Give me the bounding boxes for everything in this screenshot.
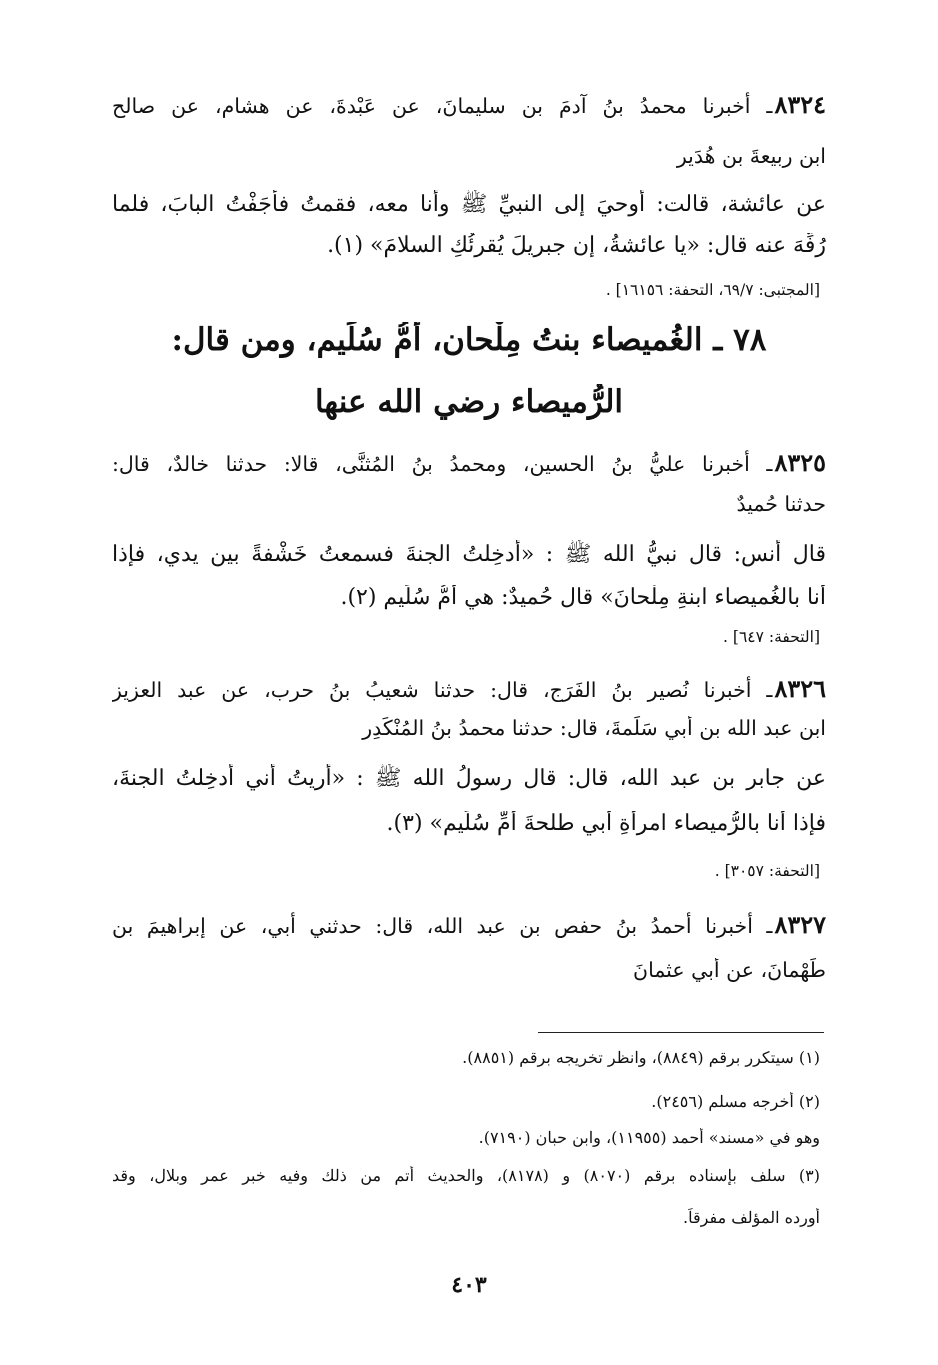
hadith-8324-isnad-line-1: ٨٣٢٤ـ أخبرنا محمدُ بنُ آدمَ بن سليمانَ، عن عَبْدةَ، عن هشام، عن صالح bbox=[112, 90, 826, 119]
hadith-number: ٨٣٢٥ bbox=[774, 448, 826, 477]
hadith-8326-matn-line-2: فإذا أنا بالرُّميصاء امرأةِ أبي طلحةَ أمِّ سُلَيم» (٣). bbox=[386, 811, 826, 836]
hadith-8324-reference: [المجتبى: ٦٩/٧، التحفة: ١٦١٥٦] . bbox=[605, 281, 820, 299]
hadith-8327-isnad-line-1: ٨٣٢٧ـ أخبرنا أحمدُ بنُ حفص بن عبد الله، قال: حدثني أبي، عن إبراهيمَ بن bbox=[112, 910, 826, 939]
footnote-3: (٣) سلف بإسناده برقم (٨٠٧٠) و (٨١٧٨)، والحديث أتم من ذلك وفيه خبر عمر وبلال، وقد bbox=[112, 1166, 820, 1185]
page-number: ٤٠٣ bbox=[451, 1272, 487, 1298]
hadith-8326-reference: [التحفة: ٣٠٥٧] . bbox=[714, 862, 820, 880]
hadith-8326-matn-line-1: عن جابر بن عبد الله، قال: قال رسولُ الله ﷺ : «أُريتُ أني أُدخِلتُ الجنةَ، bbox=[112, 766, 826, 791]
hadith-8324-matn-line-2: رُفِّهَ عنه قال: «يا عائشةُ، إن جبريلَ يُقرئُكِ السلامَ» (١). bbox=[327, 233, 826, 258]
footnote-2: (٢) أخرجه مسلم (٢٤٥٦). bbox=[651, 1092, 820, 1111]
footnote-separator bbox=[538, 1032, 824, 1033]
chapter-heading-line-2: الرُّميصاء رضي الله عنها bbox=[314, 384, 624, 420]
hadith-8325-reference: [التحفة: ٦٤٧] . bbox=[723, 628, 820, 646]
hadith-8326-isnad-line-1: ٨٣٢٦ـ أخبرنا نُصير بنُ الفَرَج، قال: حدثنا شعيبُ بنُ حرب، عن عبد العزيز bbox=[112, 674, 826, 703]
footnote-2-continuation: وهو في «مسند» أحمد (١١٩٥٥)، وابن حبان (٧١٩٠). bbox=[478, 1128, 820, 1147]
hadith-number: ٨٣٢٤ bbox=[774, 90, 826, 119]
hadith-8327-isnad-line-2: طَهْمانَ، عن أبي عثمانَ bbox=[633, 958, 826, 982]
hadith-8325-matn-line-1: قال أنس: قال نبيُّ الله ﷺ : «أُدخِلتُ الجنةَ فسمعتُ خَشْفةً بين يدي، فإذا bbox=[112, 542, 826, 567]
hadith-number: ٨٣٢٦ bbox=[774, 674, 826, 703]
chapter-heading-line-1: ٧٨ ـ الغُميصاء بنتُ مِلْحان، أمُّ سُلَيم، ومن قال: bbox=[171, 322, 767, 358]
hadith-8325-isnad-line-1: ٨٣٢٥ـ أخبرنا عليُّ بنُ الحسين، ومحمدُ بنُ المُثنَّى، قالا: حدثنا خالدٌ، قال: bbox=[112, 448, 826, 477]
hadith-8325-matn-line-2: أنا بالغُميصاء ابنةِ مِلْحانَ» قال حُميدٌ: هي أمُّ سُلَيم (٢). bbox=[340, 585, 826, 610]
footnote-1: (١) سيتكرر برقم (٨٨٤٩)، وانظر تخريجه برقم (٨٨٥١). bbox=[462, 1048, 820, 1067]
hadith-8326-isnad-line-2: ابن عبد الله بن أبي سَلَمةَ، قال: حدثنا محمدُ بنُ المُنْكَدِر bbox=[362, 716, 826, 740]
footnote-3-continuation: أورده المؤلف مفرقاً. bbox=[683, 1208, 820, 1227]
hadith-8324-isnad-line-2: ابن ربيعةَ بن هُدَير bbox=[676, 144, 826, 168]
hadith-number: ٨٣٢٧ bbox=[774, 910, 826, 939]
hadith-8324-matn-line-1: عن عائشة، قالت: أُوحيَ إلى النبيِّ ﷺ وأنا معه، فقمتُ فأجَفْتُ البابَ، فلما bbox=[112, 192, 826, 217]
hadith-8325-isnad-line-2: حدثنا حُميدٌ bbox=[736, 492, 826, 516]
